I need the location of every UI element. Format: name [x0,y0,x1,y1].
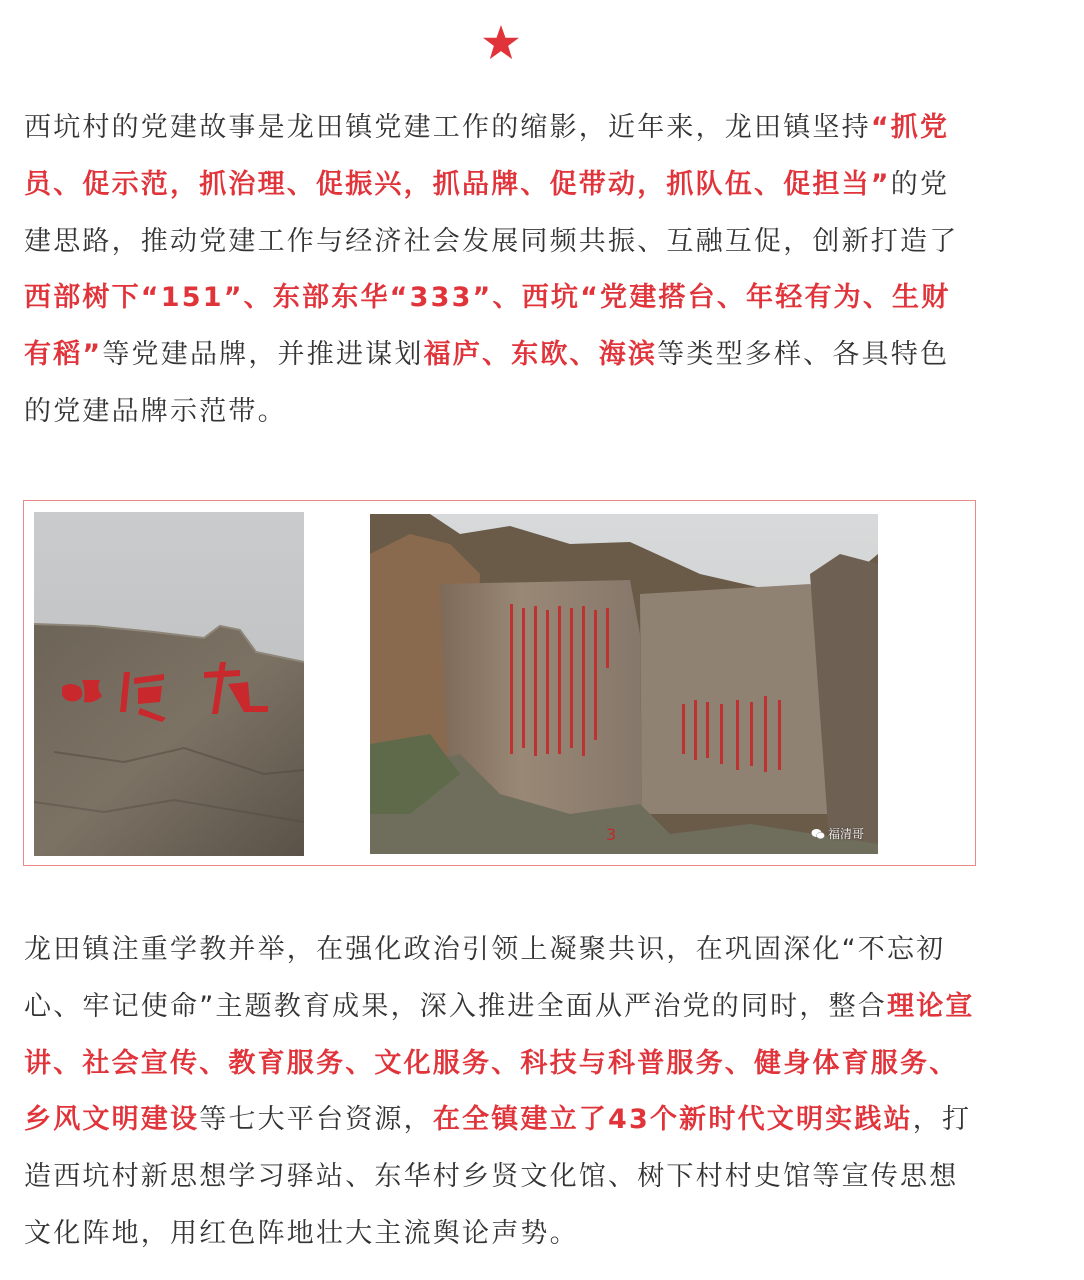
highlight-text: 西部树下“151”、东部东华“333”、西坑“党建搭台、年轻有为、生财有稻” [24,282,951,371]
rock-inscription-photo [34,512,304,856]
watermark [811,825,864,842]
text-run: 等类型多样、各具特色的党建品牌示范带。 [24,339,950,427]
carving-marker: 3 [606,825,617,844]
highlight-text: “抓党员、促示范，抓治理、促振兴，抓品牌、促带动，抓队伍、促担当” [24,112,950,200]
text-run: 等党建品牌，并推进谋划 [102,339,424,371]
text-run: ，打造西坑村新思想学习驿站、东华村乡贤文化馆、树下村村史馆等宣传思想文化阵地，用红色阵地壮大主流舆论声势。 [24,1104,972,1249]
cliff-carvings-photo [370,514,878,854]
star-icon [482,24,520,62]
highlight-text: 福庐、东欧、海滨 [423,339,658,371]
practice-paragraph [24,922,976,1263]
text-run: 的党建思路，推动党建工作与经济社会发展同频共振、互融互促，创新打造了 [24,168,959,257]
highlight-text: 理论宣讲、社会宣传、教育服务、文化服务、科技与科普服务、健身体育服务、乡风文明建设 [24,990,975,1136]
highlight-text: 在全镇建立了43个新时代文明实践站 [432,1104,913,1136]
text-run: 龙田镇注重学教并举，在强化政治引领上凝聚共识，在巩固深化“不忘初心、牢记使命”主题教育成果，深入推进全面从严治党的同时，整合 [24,934,946,1022]
text-run: 等七大平台资源， [199,1104,433,1136]
wechat-icon [811,828,825,840]
intro-paragraph [24,100,976,441]
watermark-text: 福清哥 [827,827,864,841]
photo-frame [23,500,976,866]
text-run: 西坑村的党建故事是龙田镇党建工作的缩影，近年来，龙田镇坚持 [24,112,871,143]
